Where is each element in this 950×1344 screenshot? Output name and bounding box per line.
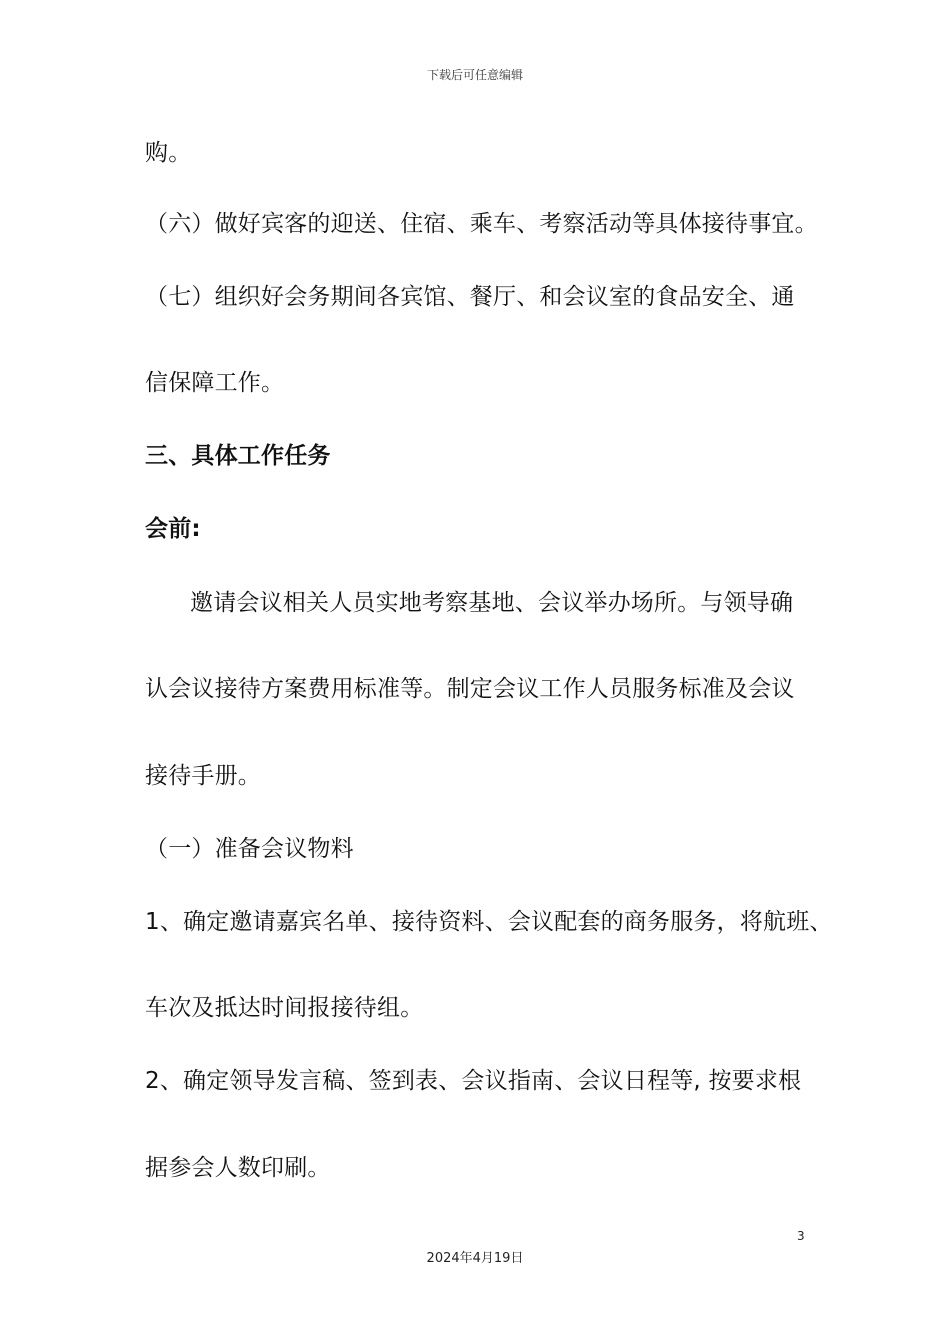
numbered-item-2: 2、确定领导发言稿、签到表、会议指南、会议日程等, 按要求根	[145, 1068, 802, 1094]
section-heading: 三、具体工作任务	[145, 443, 331, 469]
paragraph-line: 接待手册。	[145, 763, 261, 789]
paragraph-line: 据参会人数印刷。	[145, 1155, 331, 1181]
list-item-seven: （七）组织好会务期间各宾馆、餐厅、和会议室的食品安全、通	[145, 284, 795, 310]
subsection-heading: 会前:	[145, 516, 201, 542]
list-item-heading: （一）准备会议物料	[145, 836, 354, 862]
paragraph-line: 购。	[145, 140, 192, 166]
footer-date: 2024年4月19日	[426, 1251, 524, 1266]
paragraph-line: 认会议接待方案费用标准等。制定会议工作人员服务标准及会议	[145, 676, 795, 702]
numbered-item-1: 1、确定邀请嘉宾名单、接待资料、会议配套的商务服务，将航班、	[145, 909, 833, 935]
page-header: 下载后可任意编辑	[426, 68, 523, 82]
page-number: 3	[797, 1229, 805, 1243]
paragraph-line: 邀请会议相关人员实地考察基地、会议举办场所。与领导确	[190, 590, 794, 616]
list-item-six: （六）做好宾客的迎送、住宿、乘车、考察活动等具体接待事宜。	[145, 211, 818, 237]
paragraph-line: 车次及抵达时间报接待组。	[145, 995, 424, 1021]
paragraph-line: 信保障工作。	[145, 370, 285, 396]
